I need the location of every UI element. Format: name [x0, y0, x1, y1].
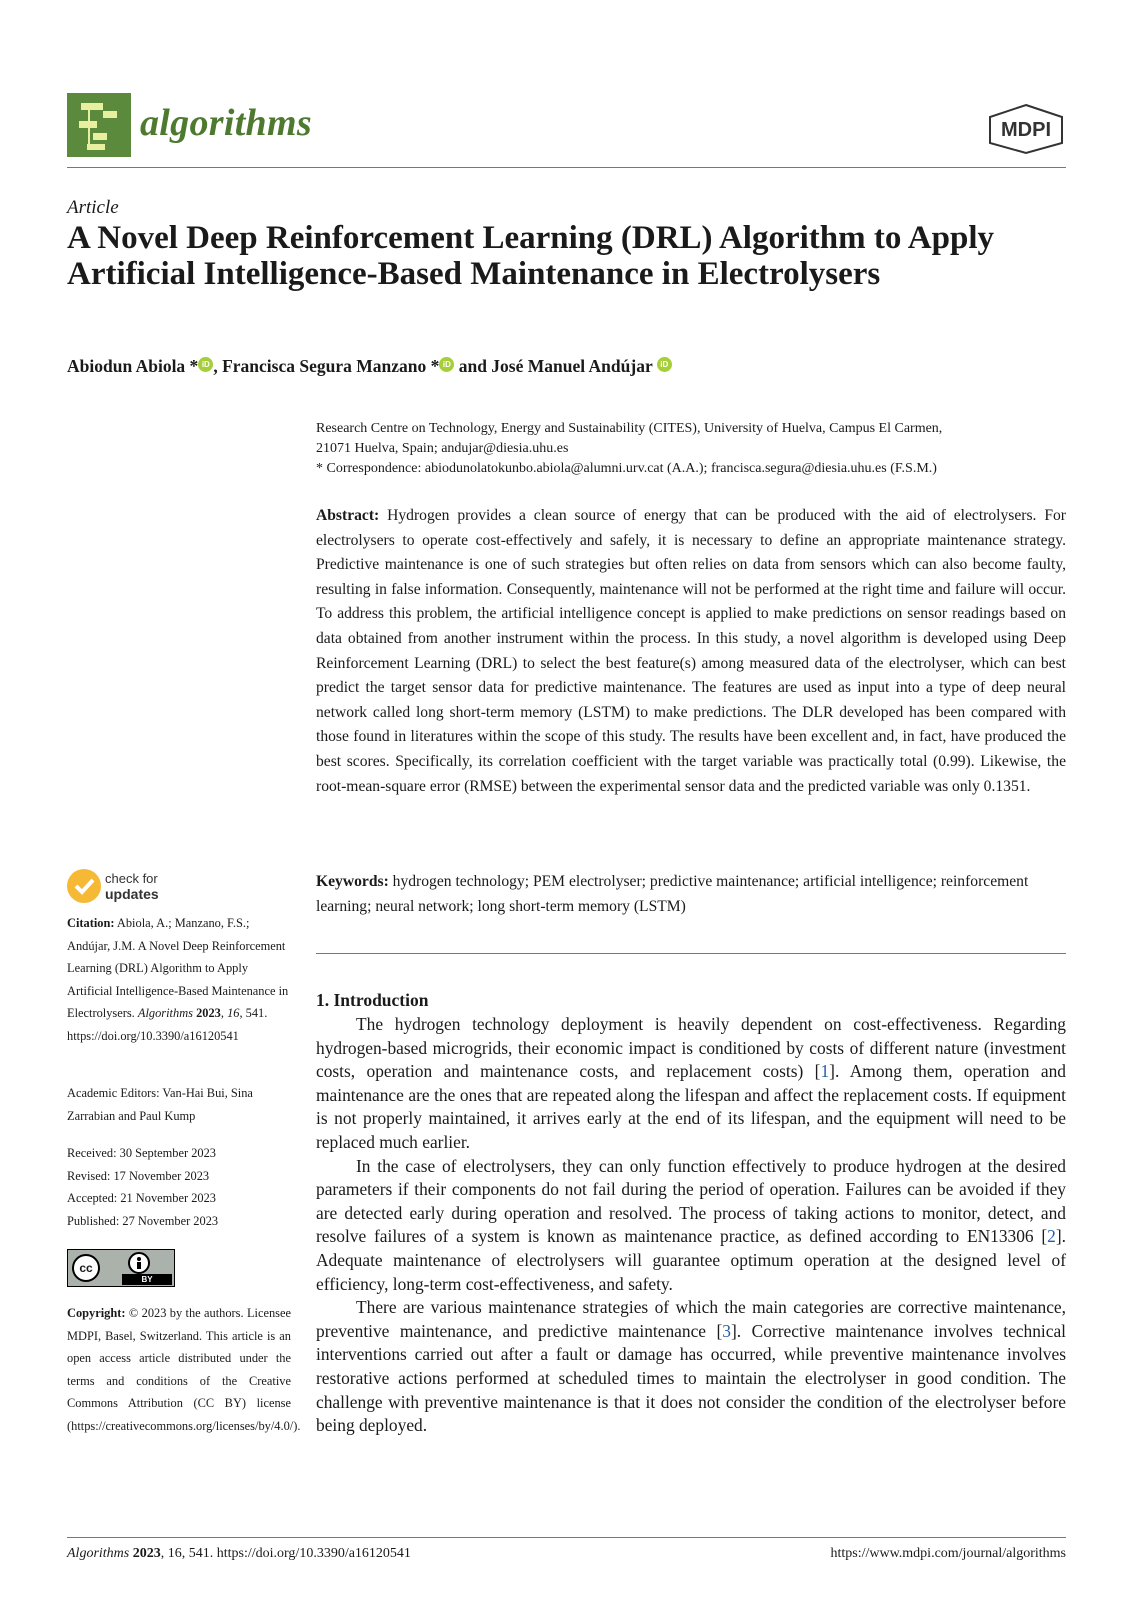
abstract — [316, 504, 1066, 799]
mdpi-logo-icon — [986, 103, 1066, 155]
citation-link[interactable]: 2 — [1047, 1226, 1056, 1247]
citation-link[interactable]: 3 — [722, 1320, 731, 1341]
cc-icon: cc — [72, 1254, 100, 1282]
mdpi-logo-text: MDPI — [1001, 119, 1051, 141]
author-3: and José Manuel Andújar — [454, 356, 657, 376]
introduction-body — [316, 1013, 1066, 1438]
affiliation-line: 21071 Huelva, Spain; andujar@diesia.uhu.es — [316, 441, 569, 456]
published-date: Published: 27 November 2023 — [67, 1213, 219, 1228]
keywords-label: Keywords: — [316, 873, 389, 890]
by-label: BY — [122, 1274, 172, 1285]
author-list — [67, 356, 672, 377]
orcid-icon[interactable]: iD — [198, 357, 213, 372]
keywords-text: hydrogen technology; PEM electrolyser; predictive maintenance; artificial intelligence; reinforcement learning; neural network; long short-term memory (LSTM) — [316, 873, 1029, 915]
section-divider — [316, 953, 1066, 954]
orcid-icon[interactable]: iD — [439, 357, 454, 372]
received-date: Received: 30 September 2023 — [67, 1146, 216, 1160]
paragraph: In the case of electrolysers, they can only function effectively to produce hydrogen at the desired parameters if their components do not fail during the period of operation. Failures can be avoided if they are detected early during operation and resolved. The process of taking actions to monitor, detect, and resolve failures of a system is known as maintenance practice, as defined according to EN13306 [2]. Adequate maintenance of electrolysers will guarantee optimum operation at the designed level of efficiency, long-term cost-effectiveness, and safety. — [316, 1155, 1066, 1294]
journal-logo-icon — [67, 93, 131, 157]
journal-name: algorithms — [140, 102, 312, 144]
section-heading: 1. Introduction — [316, 990, 429, 1010]
correspondence: * Correspondence: abiodunolatokunbo.abiola@alumni.urv.cat (A.A.); francisca.segura@diesia.uhu.es (F.S.M.) — [316, 461, 937, 476]
check-for-updates-button[interactable] — [67, 869, 187, 905]
abstract-label: Abstract: — [316, 507, 380, 524]
cc-by-license-icon[interactable] — [67, 1249, 175, 1287]
check-updates-text: check for — [105, 871, 158, 886]
citation-link[interactable]: 1 — [820, 1061, 830, 1082]
author-1: Abiodun Abiola * — [67, 356, 199, 376]
paper-title: A Novel Deep Reinforcement Learning (DRL) Algorithm to Apply Artificial Intelligence-Based Maintenance in Electrolysers — [67, 220, 994, 292]
check-updates-text: updates — [105, 886, 159, 902]
person-icon — [128, 1252, 150, 1274]
checkmark-icon — [67, 869, 101, 903]
author-2: , Francisca Segura Manzano * — [213, 356, 440, 376]
article-type: Article — [67, 197, 119, 218]
copyright-notice: Copyright: © 2023 by the authors. Licensee MDPI, Basel, Switzerland. This article is an open access article distributed under the terms and conditions of the Creative Commons Attribution (CC BY) license (https://creativecommons.org/licenses/by/4.0/). — [67, 1306, 301, 1433]
paragraph: The hydrogen technology deployment is heavily dependent on cost-effectiveness. Regarding hydrogen-based microgrids, their economic impact is conditioned by costs of different nature (investment costs, operation and maintenance costs, and replacement costs) [1]. Among them, operation and maintenance are the ones that are repeated along the lifespan and affect the replacement costs. If equipment is not properly maintained, it arrives early at the end of its lifespan, and the equipment will need to be replaced much earlier. — [316, 1014, 1066, 1152]
affiliation — [316, 419, 1066, 459]
journal-url-link[interactable]: https://www.mdpi.com/journal/algorithms — [830, 1546, 1066, 1561]
keywords — [316, 870, 1066, 919]
accepted-date: Accepted: 21 November 2023 — [67, 1191, 216, 1205]
academic-editors: Academic Editors: Van-Hai Bui, Sina Zarrabian and Paul Kump — [67, 1086, 253, 1123]
affiliation-line: Research Centre on Technology, Energy and Sustainability (CITES), University of Huelva, Campus El Carmen, — [316, 421, 943, 436]
paragraph: There are various maintenance strategies of which the main categories are corrective maintenance, preventive maintenance, and predictive maintenance [3]. Corrective maintenance involves technical interventions carried out after a fault or damage has occurred, while preventive maintenance involves restorative actions performed at scheduled times to maintain the electrolyser in good condition. The challenge with preventive maintenance is that it does not consider the condition of the electrolyser before being deployed. — [316, 1297, 1066, 1436]
revised-date: Revised: 17 November 2023 — [67, 1168, 210, 1183]
footer-citation: Algorithms 2023, 16, 541. https://doi.org/10.3390/a16120541 — [67, 1546, 411, 1561]
doi-link[interactable]: https://doi.org/10.3390/a16120541 — [67, 1028, 239, 1043]
publication-dates — [67, 1142, 291, 1232]
header-divider — [67, 167, 1066, 168]
citation-block: Citation: Abiola, A.; Manzano, F.S.; Andújar, J.M. A Novel Deep Reinforcement Learning (DRL) Algorithm to Apply Artificial Intelligence-Based Maintenance in Electrolysers. Algorithms 2023, 16, 541. https://doi.org/10.3390/a16120541 — [67, 916, 289, 1043]
orcid-icon[interactable]: iD — [657, 357, 672, 372]
abstract-text: Hydrogen provides a clean source of energy that can be produced with the aid of electrolysers. For electrolysers to operate cost-effectively and safely, it is necessary to define an appropriate maintenance strategy. Predictive maintenance is one of such strategies but often relies on data from sensors which can also become faulty, resulting in false information. Consequently, maintenance will not be performed at the right time and failure will occur. To address this problem, the artificial intelligence concept is applied to make predictions on sensor readings based on data obtained from another instrument within the process. In this study, a novel algorithm is developed using Deep Reinforcement Learning (DRL) to select the best feature(s) among measured data of the electrolyser, which can best predict the target sensor data for predictive maintenance. The features are used as input into a type of deep neural network called long short-term memory (LSTM) to make predictions. The DLR developed has been compared with those found in literatures within the scope of this study. The results have been excellent and, in fact, have produced the best scores. Specifically, its correlation coefficient with the target variable was practically total (0.99). Likewise, the root-mean-square error (RMSE) between the experimental sensor data and the predicted variable was only 0.1351. — [316, 507, 1066, 795]
journal-header — [67, 93, 1066, 161]
footer-divider — [67, 1537, 1066, 1538]
